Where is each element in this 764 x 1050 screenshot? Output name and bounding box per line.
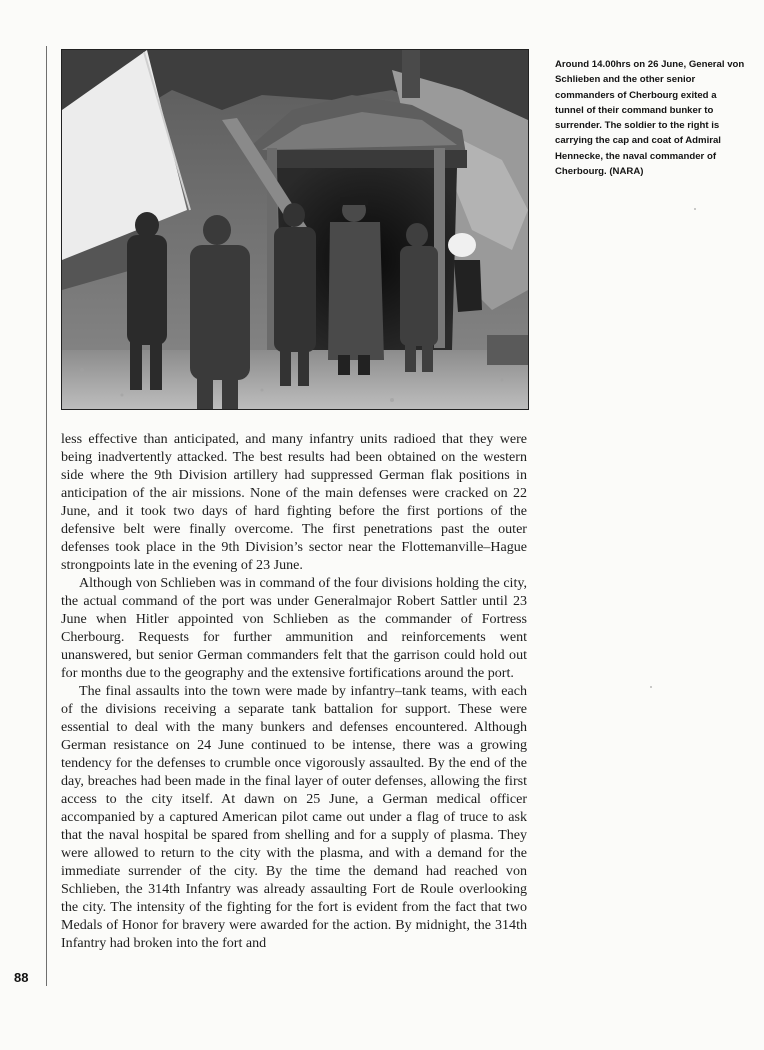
page-number: 88 <box>14 970 29 985</box>
print-speck <box>650 686 652 688</box>
surrender-photograph <box>61 49 529 410</box>
body-paragraph: The final assaults into the town were made by infantry–tank teams, with each of the divisions receiving a separate tank battalion for support. These were essential to deal with the many bunkers and defenses encountered. Although German resistance on 24 June continued to be intense, there was a growing tendency for the defenses to crumble once vigorously assaulted. By the end of the day, breaches had been made in the final layer of outer defenses, allowing the first access to the city itself. At dawn on 25 June, a German medical officer accompanied by a captured American pilot came out under a flag of truce to ask that the naval hospital be spared from shelling and for a supply of plasma. They were allowed to return to the city with the plasma, and with a demand for the immediate surrender of the city. By the time the demand had reached von Schlieben, the 314th Infantry was already assaulting Fort de Roule overlooking the city. The intensity of the fighting for the fort is evident from the fact that two Medals of Honor for bravery were awarded for the action. By midnight, the 314th Infantry had broken into the fort and <box>61 683 527 951</box>
margin-rule <box>46 46 47 986</box>
body-paragraph: less effective than anticipated, and many infantry units radioed that they were being inadvertently attacked. The best results had been obtained on the western side where the 9th Division artillery had suppressed German flak positions in anticipation of the air missions. None of the main defenses were cracked on 22 June, and it took two days of hard fighting before the first portions of the defensive belt were finally overcome. The first penetrations past the outer defenses took place in the 9th Division’s sector near the Flottemanville–Hague strongpoints late in the evening of 23 June. <box>61 431 527 573</box>
print-speck <box>694 208 696 210</box>
body-text <box>61 430 527 952</box>
photo-caption: Around 14.00hrs on 26 June, General von Schlieben and the other senior commanders of Cherbourg exited a tunnel of their command bunker to surrender. The soldier to the right is carrying the cap and coat of Admiral Hennecke, the naval commander of Cherbourg. (NARA) <box>555 59 745 178</box>
body-paragraph: Although von Schlieben was in command of the four divisions holding the city, the actual command of the port was under Generalmajor Robert Sattler until 23 June when Hitler appointed von Schlieben as the commander of Fortress Cherbourg. Requests for further ammunition and reinforcements went unanswered, but senior German commanders felt that the garrison could hold out for months due to the geography and the extensive fortifications around the port. <box>61 575 527 681</box>
